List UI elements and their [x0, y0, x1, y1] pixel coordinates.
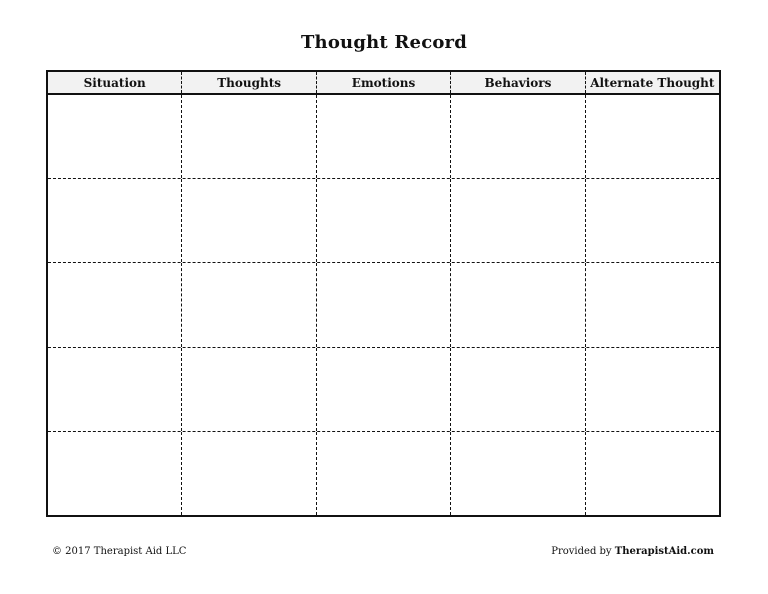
column-header-thoughts: Thoughts — [182, 72, 316, 93]
behaviors-cell[interactable] — [451, 263, 585, 346]
table-row — [48, 179, 719, 263]
behaviors-cell[interactable] — [451, 179, 585, 262]
situation-cell[interactable] — [48, 432, 182, 515]
table-row — [48, 432, 719, 515]
column-header-situation: Situation — [48, 72, 182, 93]
emotions-cell[interactable] — [317, 95, 451, 178]
thoughts-cell[interactable] — [182, 348, 316, 431]
behaviors-cell[interactable] — [451, 348, 585, 431]
thoughts-cell[interactable] — [182, 432, 316, 515]
table-body — [48, 95, 719, 515]
column-header-emotions: Emotions — [317, 72, 451, 93]
behaviors-cell[interactable] — [451, 95, 585, 178]
thoughts-cell[interactable] — [182, 95, 316, 178]
column-header-behaviors: Behaviors — [451, 72, 585, 93]
situation-cell[interactable] — [48, 179, 182, 262]
situation-cell[interactable] — [48, 263, 182, 346]
alternate-thought-cell[interactable] — [586, 263, 719, 346]
alternate-thought-cell[interactable] — [586, 432, 719, 515]
provided-by-label: Provided by — [551, 546, 612, 557]
thoughts-cell[interactable] — [182, 179, 316, 262]
situation-cell[interactable] — [48, 348, 182, 431]
behaviors-cell[interactable] — [451, 432, 585, 515]
alternate-thought-cell[interactable] — [586, 348, 719, 431]
table-row — [48, 95, 719, 179]
alternate-thought-cell[interactable] — [586, 179, 719, 262]
emotions-cell[interactable] — [317, 179, 451, 262]
emotions-cell[interactable] — [317, 348, 451, 431]
emotions-cell[interactable] — [317, 432, 451, 515]
brand-link[interactable]: TherapistAid.com — [614, 546, 714, 557]
table-row — [48, 348, 719, 432]
emotions-cell[interactable] — [317, 263, 451, 346]
page-title: Thought Record — [300, 32, 468, 53]
situation-cell[interactable] — [48, 95, 182, 178]
provided-by — [551, 546, 714, 557]
copyright-notice: © 2017 Therapist Aid LLC — [52, 546, 187, 557]
table-row — [48, 263, 719, 347]
column-header-alternate-thought: Alternate Thought — [590, 75, 715, 90]
table-header-row — [48, 72, 719, 95]
alternate-thought-cell[interactable] — [586, 95, 719, 178]
thoughts-cell[interactable] — [182, 263, 316, 346]
thought-record-table — [46, 70, 721, 517]
